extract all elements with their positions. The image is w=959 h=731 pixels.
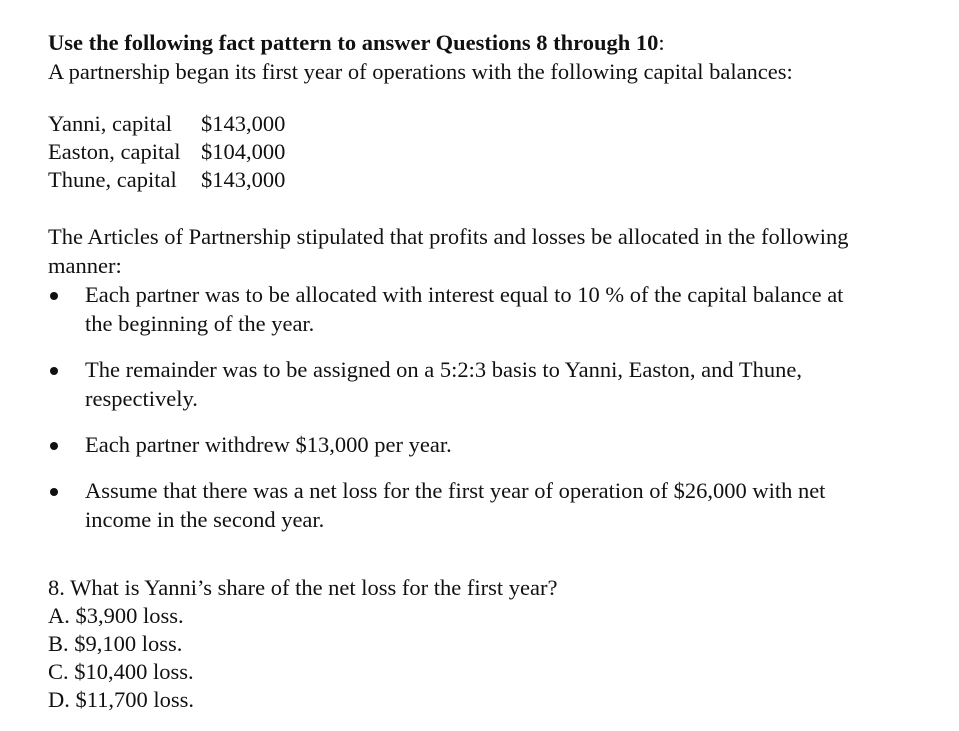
intro-description: A partnership began its first year of operations with the following capital balances: [48,59,793,84]
answer-option-a: A. $3,900 loss. [48,603,184,628]
capital-row-yanni [48,110,928,138]
document-page [48,28,928,714]
capital-row-easton [48,138,928,166]
capital-balances [48,110,928,194]
bullet-text-line: the beginning of the year. [85,311,315,336]
bullet-text-line: The remainder was to be assigned on a 5:2:3 basis to Yanni, Easton, and Thune, [85,357,802,382]
bullet-item [48,430,928,459]
capital-label: Thune, capital [48,167,177,192]
bullet-dot-icon [50,292,58,300]
bullet-text-line: income in the second year. [85,507,325,532]
bullet-text-line: respectively. [85,386,198,411]
intro-line [48,28,928,57]
capital-label: Yanni, capital [48,111,172,136]
articles-line-1: The Articles of Partnership stipulated that profits and losses be allocated in the following [48,224,849,249]
question-prompt: 8. What is Yanni’s share of the net loss for the first year? [48,575,558,600]
answer-option-c: C. $10,400 loss. [48,659,194,684]
bullet-dot-icon [50,367,58,375]
bullet-item [48,280,928,338]
bullet-text-line: Each partner was to be allocated with interest equal to 10 % of the capital balance at [85,282,844,307]
answer-option-d: D. $11,700 loss. [48,687,195,712]
question-8 [48,574,928,714]
bullet-text-line: Each partner withdrew $13,000 per year. [85,432,452,457]
bullet-dot-icon [50,442,58,450]
capital-amount: $143,000 [201,111,286,136]
bullet-item [48,476,928,534]
intro-colon: : [658,30,665,55]
bullet-text-line: Assume that there was a net loss for the first year of operation of $26,000 with net [85,478,826,503]
allocation-bullets [48,280,928,534]
capital-amount: $104,000 [201,139,286,164]
bullet-dot-icon [50,488,58,496]
capital-row-thune [48,166,928,194]
answer-option-b: B. $9,100 loss. [48,631,183,656]
articles-line-2: manner: [48,253,122,278]
intro-heading: Use the following fact pattern to answer Questions 8 through 10 [48,30,659,55]
articles-paragraph [48,222,928,280]
capital-amount: $143,000 [201,167,286,192]
bullet-item [48,355,928,413]
capital-label: Easton, capital [48,139,181,164]
